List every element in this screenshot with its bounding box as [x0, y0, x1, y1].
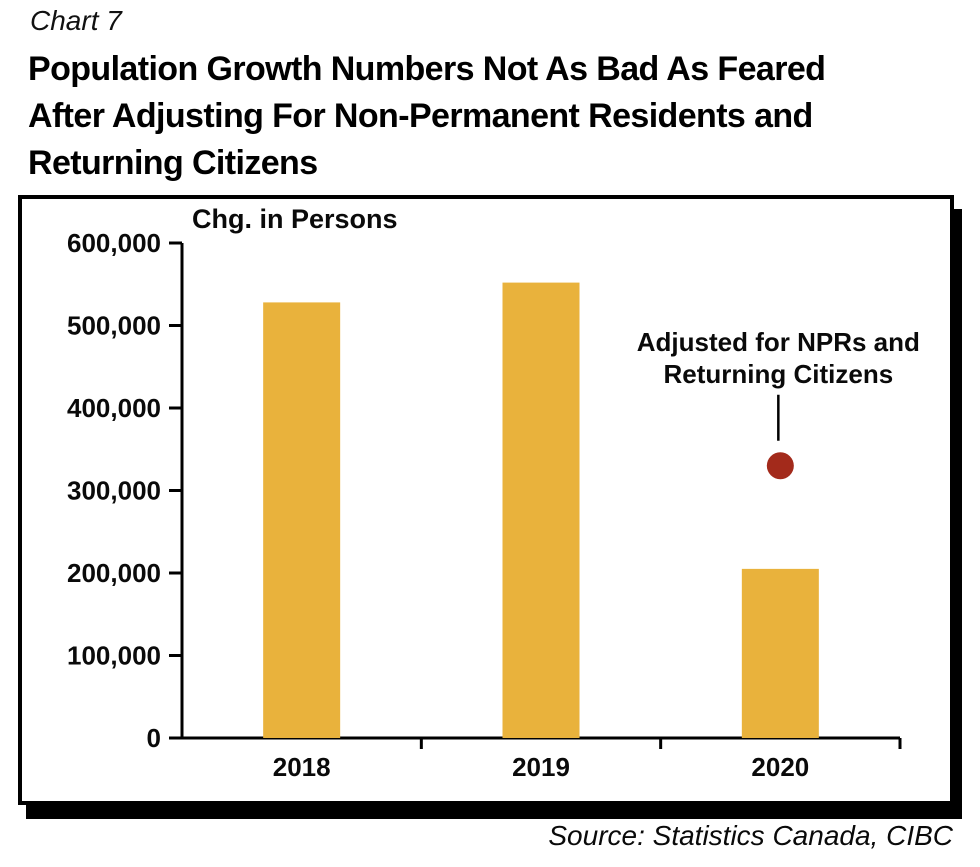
y-tick-label: 100,000 — [67, 640, 161, 671]
y-tick-label: 300,000 — [67, 475, 161, 506]
bar-chart-plot — [22, 199, 950, 801]
x-label-2019: 2019 — [512, 752, 570, 782]
chart-frame — [18, 195, 954, 805]
adjusted-value-dot — [767, 452, 794, 479]
bar-2020 — [742, 569, 819, 738]
y-tick-label: 400,000 — [67, 393, 161, 423]
y-tick-label: 500,000 — [67, 310, 161, 341]
source-credit: Source: Statistics Canada, CIBC — [548, 820, 953, 851]
bar-2018 — [263, 302, 340, 738]
y-tick-label: 200,000 — [67, 558, 161, 588]
x-label-2020: 2020 — [751, 752, 810, 782]
x-label-2018: 2018 — [272, 752, 331, 782]
chart-number-label: Chart 7 — [30, 5, 122, 36]
annotation-text-line: Adjusted for NPRs and — [636, 326, 920, 357]
annotation-text-line: Returning Citizens — [663, 358, 894, 389]
bar-2019 — [503, 283, 580, 738]
chart-title-line: Returning Citizens — [28, 144, 318, 182]
chart-title-line: After Adjusting For Non-Permanent Residents and — [28, 97, 813, 135]
y-tick-label: 0 — [146, 723, 161, 753]
y-axis-title: Chg. in Persons — [192, 204, 398, 234]
chart-title-line: Population Growth Numbers Not As Bad As Feared — [28, 50, 826, 88]
chart-title — [28, 46, 968, 187]
y-tick-label: 600,000 — [67, 228, 161, 258]
